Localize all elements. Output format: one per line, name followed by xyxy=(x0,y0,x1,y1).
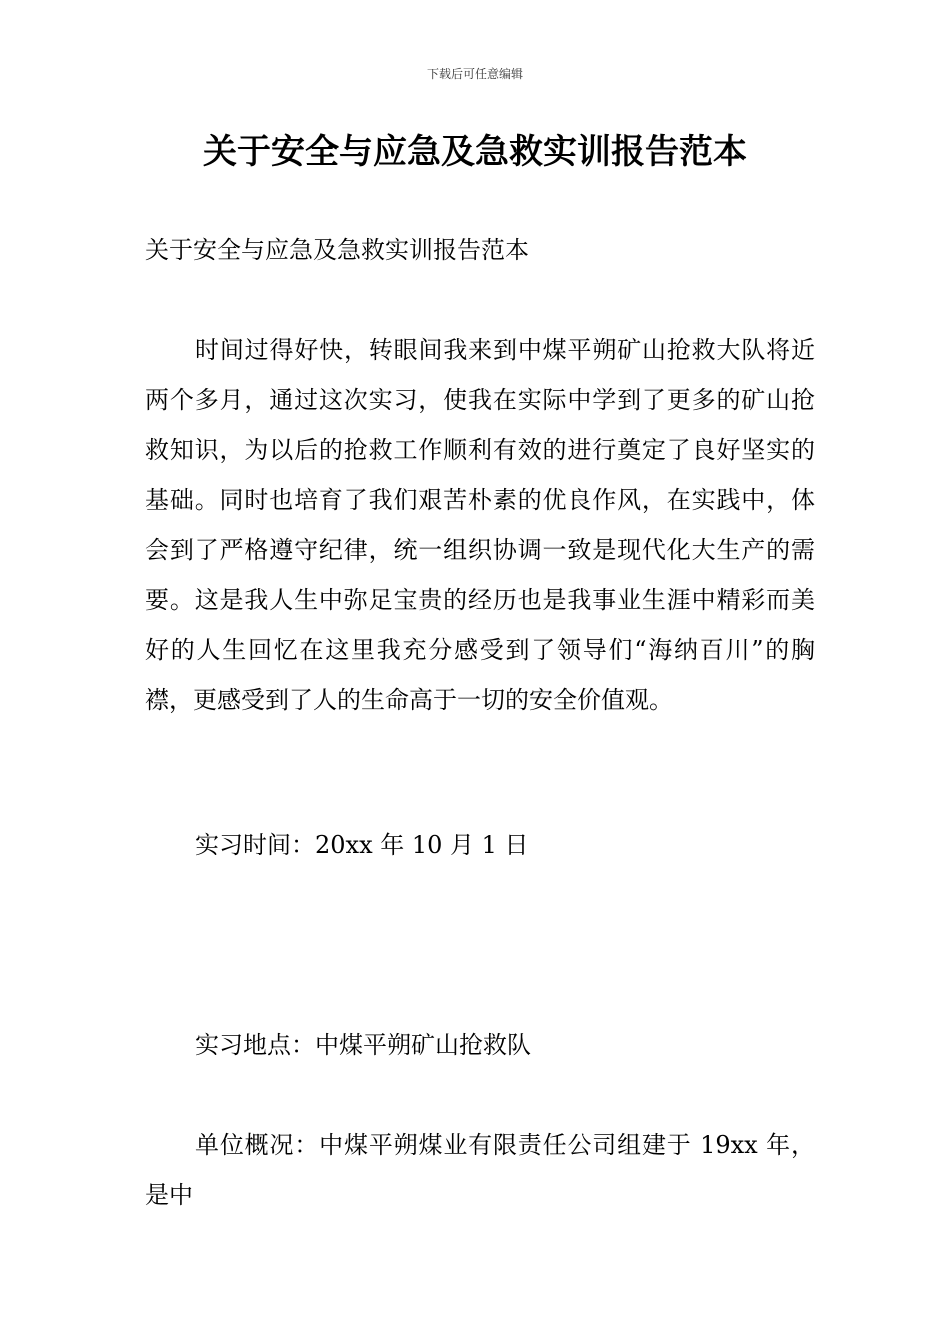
document-title: 关于安全与应急及急救实训报告范本 xyxy=(203,132,747,172)
header-note: 下载后可任意编辑 xyxy=(426,67,523,81)
intro-paragraph: 时间过得好快，转眼间我来到中煤平朔矿山抢救大队将近两个多月，通过这次实习，使我在实际中学到了更多的矿山抢救知识，为以后的抢救工作顺利有效的进行奠定了良好坚实的基础。同时也培育了我们艰苦朴素的优良作风，在实践中，体会到了严格遵守纪律，统一组织协调一致是现代化大生产的需要。这是我人生中弥足宝贵的经历也是我事业生涯中精彩而美好的人生回忆在这里我充分感受到了领导们“海纳百川”的胸襟，更感受到了人的生命高于一切的安全价值观。 xyxy=(145,336,815,714)
document-subtitle: 关于安全与应急及急救实训报告范本 xyxy=(145,236,529,264)
internship-place-paragraph: 实习地点：中煤平朔矿山抢救队 xyxy=(195,1031,531,1059)
unit-overview-paragraph: 单位概况：中煤平朔煤业有限责任公司组建于 19xx 年，是中 xyxy=(145,1131,815,1209)
internship-time-paragraph: 实习时间：20xx 年 10 月 1 日 xyxy=(195,831,529,859)
